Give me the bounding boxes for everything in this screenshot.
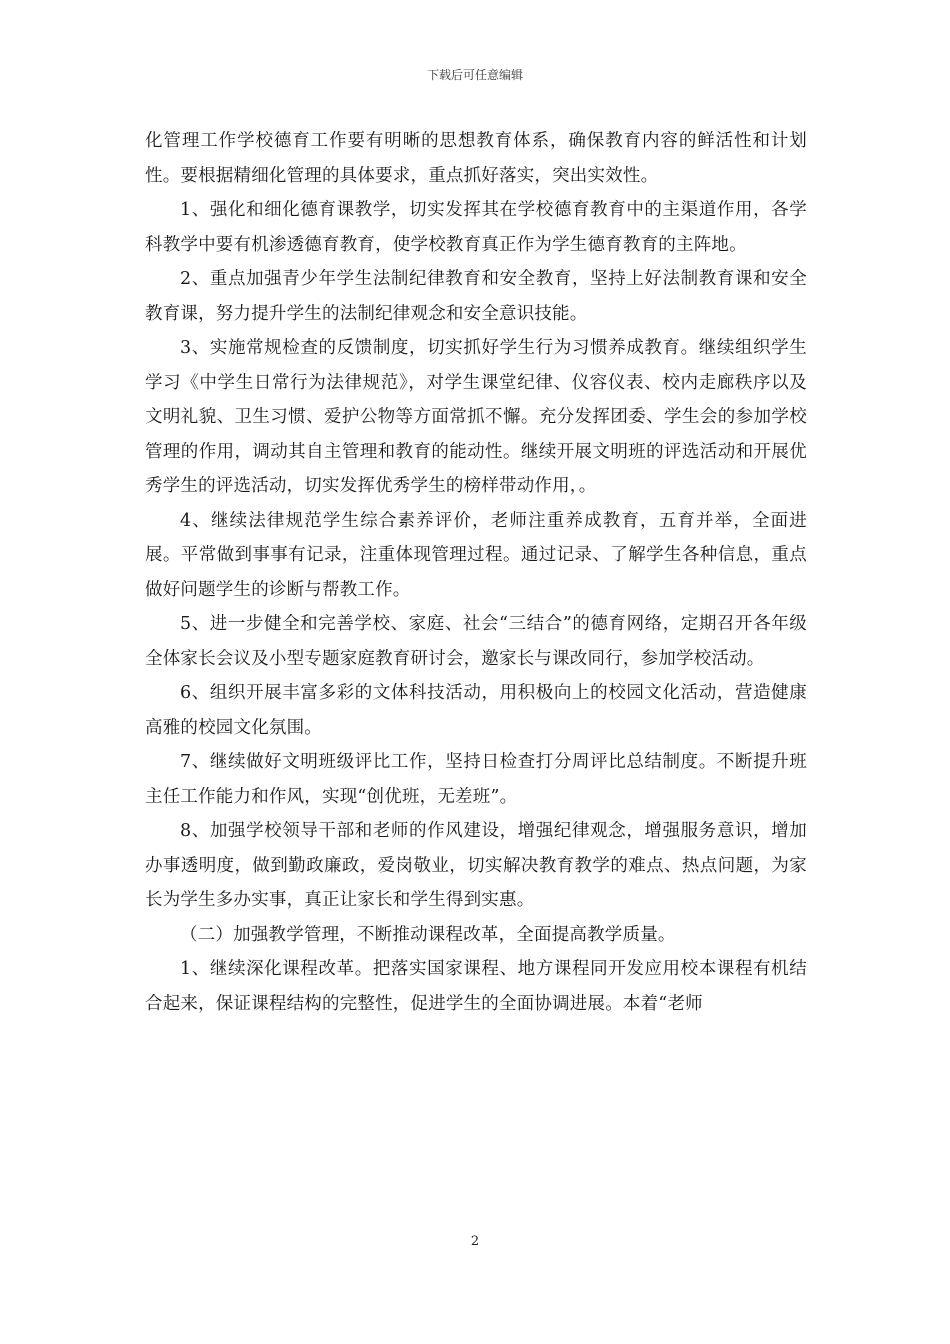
- page-number: 2: [470, 1234, 480, 1249]
- paragraph-intro: 化管理工作学校德育工作要有明晰的思想教育体系，确保教育内容的鲜活性和计划性。要根据精细化管理的具体要求，重点抓好落实，突出实效性。: [145, 131, 807, 186]
- section-heading-teaching: （二）加强教学管理，不断推动课程改革，全面提高教学质量。: [180, 924, 676, 945]
- paragraph-item-3: 3、实施常规检查的反馈制度，切实抓好学生行为习惯养成教育。继续组织学生学习《中学生日常行为法律规范》，对学生课堂纪律、仪容仪表、校内走廊秩序以及文明礼貌、卫生习惯、爱护公物等方面常抓不懈。充分发挥团委、学生会的参加学校管理的作用，调动其自主管理和教育的能动性。继续开展文明班的评选活动和开展优秀学生的评选活动，切实发挥优秀学生的榜样带动作用，。: [145, 338, 807, 496]
- paragraph-item-1: 1、强化和细化德育课教学，切实发挥其在学校德育教育中的主渠道作用，各学科教学中要有机渗透德育教育，使学校教育真正作为学生德育教育的主阵地。: [145, 200, 807, 255]
- paragraph-item-5: 5、进一步健全和完善学校、家庭、社会“三结合”的德育网络，定期召开各年级全体家长会议及小型专题家庭教育研讨会，邀家长与课改同行，参加学校活动。: [145, 614, 807, 669]
- page-header: 下载后可任意编辑: [426, 68, 523, 82]
- paragraph-teaching-item-1: 1、继续深化课程改革。把落实国家课程、地方课程同开发应用校本课程有机结合起来，保证课程结构的完整性，促进学生的全面协调进展。本着“老师: [145, 959, 807, 1014]
- paragraph-item-6: 6、组织开展丰富多彩的文体科技活动，用积极向上的校园文化活动，营造健康高雅的校园文化氛围。: [145, 683, 807, 738]
- document-body: [145, 124, 807, 1021]
- paragraph-item-8: 8、加强学校领导干部和老师的作风建设，增强纪律观念，增强服务意识，增加办事透明度，做到勤政廉政，爱岗敬业，切实解决教育教学的难点、热点问题，为家长为学生多办实事，真正让家长和学生得到实惠。: [145, 821, 807, 910]
- paragraph-item-7: 7、继续做好文明班级评比工作，坚持日检查打分周评比总结制度。不断提升班主任工作能力和作风，实现“创优班，无差班”。: [145, 752, 807, 807]
- paragraph-item-2: 2、重点加强青少年学生法制纪律教育和安全教育，坚持上好法制教育课和安全教育课，努力提升学生的法制纪律观念和安全意识技能。: [145, 269, 807, 324]
- paragraph-item-4: 4、继续法律规范学生综合素养评价，老师注重养成教育，五育并举，全面进展。平常做到事事有记录，注重体现管理过程。通过记录、了解学生各种信息，重点做好问题学生的诊断与帮教工作。: [145, 510, 807, 600]
